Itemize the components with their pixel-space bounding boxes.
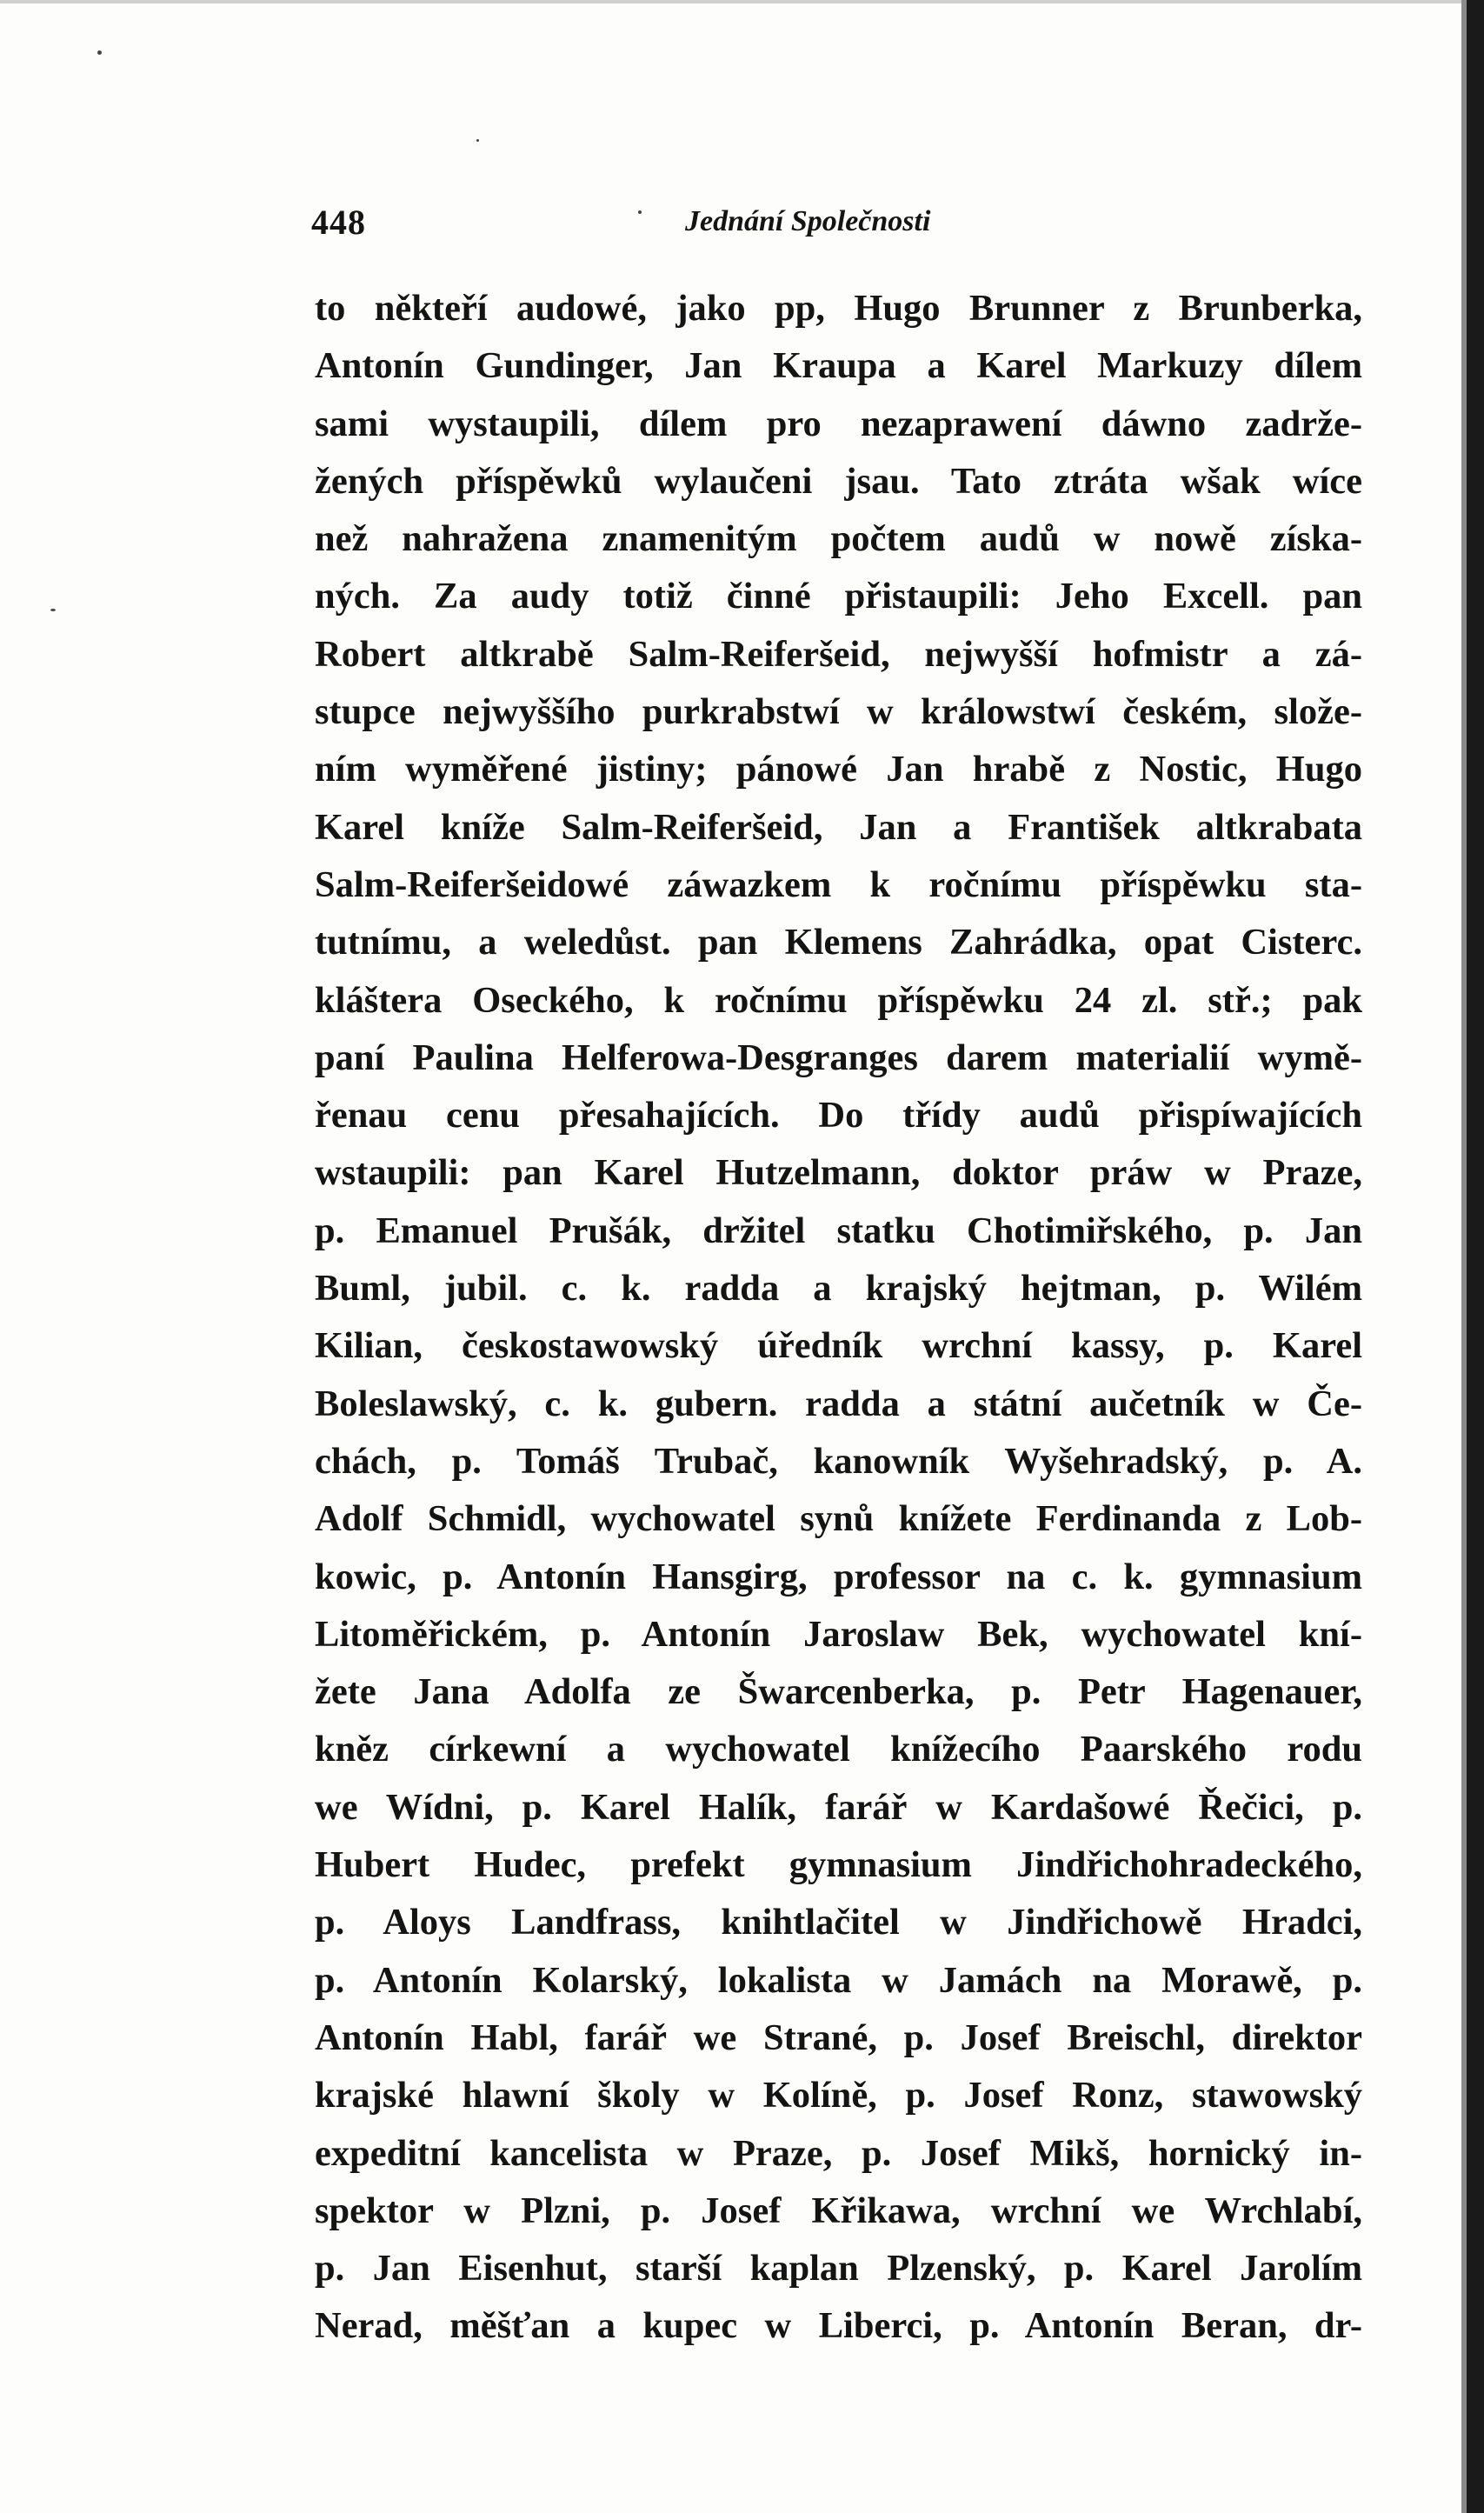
text-line: Antonín Habl, farář we Strané, p. Josef Breischl, direktor [315,2016,1362,2058]
text-line: p. Aloys Landfrass, knihtlačitel w Jindřichowě Hradci, [315,1902,1362,1943]
text-line: spektor w Plzni, p. Josef Křikawa, wrchní we Wrchlabí, [315,2190,1362,2231]
text-line: Salm-Reiferšeidowé záwazkem k ročnímu příspěwku sta- [315,863,1362,905]
text-line: řenau cenu přesahajících. Do třídy audů přispíwajících [315,1095,1362,1137]
page-header [311,202,1354,254]
running-head: Jednání Společnosti [685,205,931,237]
text-line: Buml, jubil. c. k. radda a krajský hejtman, p. Wilém [315,1268,1362,1310]
text-line: Nerad, měšťan a kupec w Liberci, p. Antonín Beran, dr- [315,2305,1362,2347]
text-line: wstaupili: pan Karel Hutzelmann, doktor práw w Praze, [315,1152,1362,1194]
scan-speck [476,139,479,142]
text-line: Hubert Hudec, prefekt gymnasium Jindřichohradeckého, [315,1844,1362,1886]
text-line: ných. Za audy totiž činné přistaupili: Jeho Excell. pan [315,576,1362,617]
page-number: 448 [311,203,366,242]
text-line: Litoměřickém, p. Antonín Jaroslaw Bek, wychowatel kní- [315,1613,1362,1655]
text-line: paní Paulina Helferowa-Desgranges darem materialií wymě- [315,1037,1362,1078]
text-line: než nahražena znamenitým počtem audů w nowě získa- [315,518,1362,560]
text-line: to někteří audowé, jako pp, Hugo Brunner z Brunberka, [315,288,1362,329]
text-line: krajské hlawní školy w Kolíně, p. Josef Ronz, stawowský [315,2075,1362,2116]
text-line: ním wyměřené jistiny; pánowé Jan hrabě z Nostic, Hugo [315,749,1362,790]
text-line: sami wystaupili, dílem pro nezaprawení dáwno zadrže- [315,403,1362,444]
text-line: p. Antonín Kolarský, lokalista w Jamách na Morawě, p. [315,1959,1362,2001]
page-top-edge [0,0,1484,3]
text-line: Boleslawský, c. k. gubern. radda a státní aučetník w Če- [315,1383,1362,1424]
text-line: kněz církewní a wychowatel knížecího Paarského rodu [315,1729,1362,1770]
text-line: Adolf Schmidl, wychowatel synů knížete Ferdinanda z Lob- [315,1498,1362,1540]
text-line: p. Emanuel Prušák, držitel statku Chotimiřského, p. Jan [315,1210,1362,1251]
text-line: chách, p. Tomáš Trubač, kanowník Wyšehradský, p. A. [315,1440,1362,1482]
text-line: p. Jan Eisenhut, starší kaplan Plzenský, p. Karel Jarolím [315,2248,1362,2290]
text-line: žete Jana Adolfa ze Šwarcenberka, p. Petr Hagenauer, [315,1671,1362,1713]
text-line: Robert altkrabě Salm-Reiferšeid, nejwyšší hofmistr a zá- [315,633,1362,675]
text-line: we Wídni, p. Karel Halík, farář w Kardašowé Řečici, p. [315,1786,1362,1828]
text-line: expeditní kancelista w Praze, p. Josef Mikš, hornický in- [315,2132,1362,2174]
text-line: kláštera Oseckého, k ročnímu příspěwku 24 zl. stř.; pak [315,979,1362,1021]
body-text [315,280,1362,2356]
text-line: Antonín Gundinger, Jan Kraupa a Karel Markuzy dílem [315,345,1362,387]
text-line: stupce nejwyššího purkrabstwí w králowstwí českém, slože- [315,691,1362,733]
scan-speck [50,609,56,611]
text-line: kowic, p. Antonín Hansgirg, professor na c. k. gymnasium [315,1556,1362,1597]
text-line: tutnímu, a weledůst. pan Klemens Zahrádka, opat Cisterc. [315,922,1362,963]
text-line: žených příspěwků wylaučeni jsau. Tato ztráta wšak wíce [315,460,1362,502]
scan-speck [97,50,102,55]
text-line: Karel kníže Salm-Reiferšeid, Jan a František altkrabata [315,806,1362,848]
text-line: Kilian, českostawowský úředník wrchní kassy, p. Karel [315,1325,1362,1367]
page-right-edge [1467,0,1484,2513]
